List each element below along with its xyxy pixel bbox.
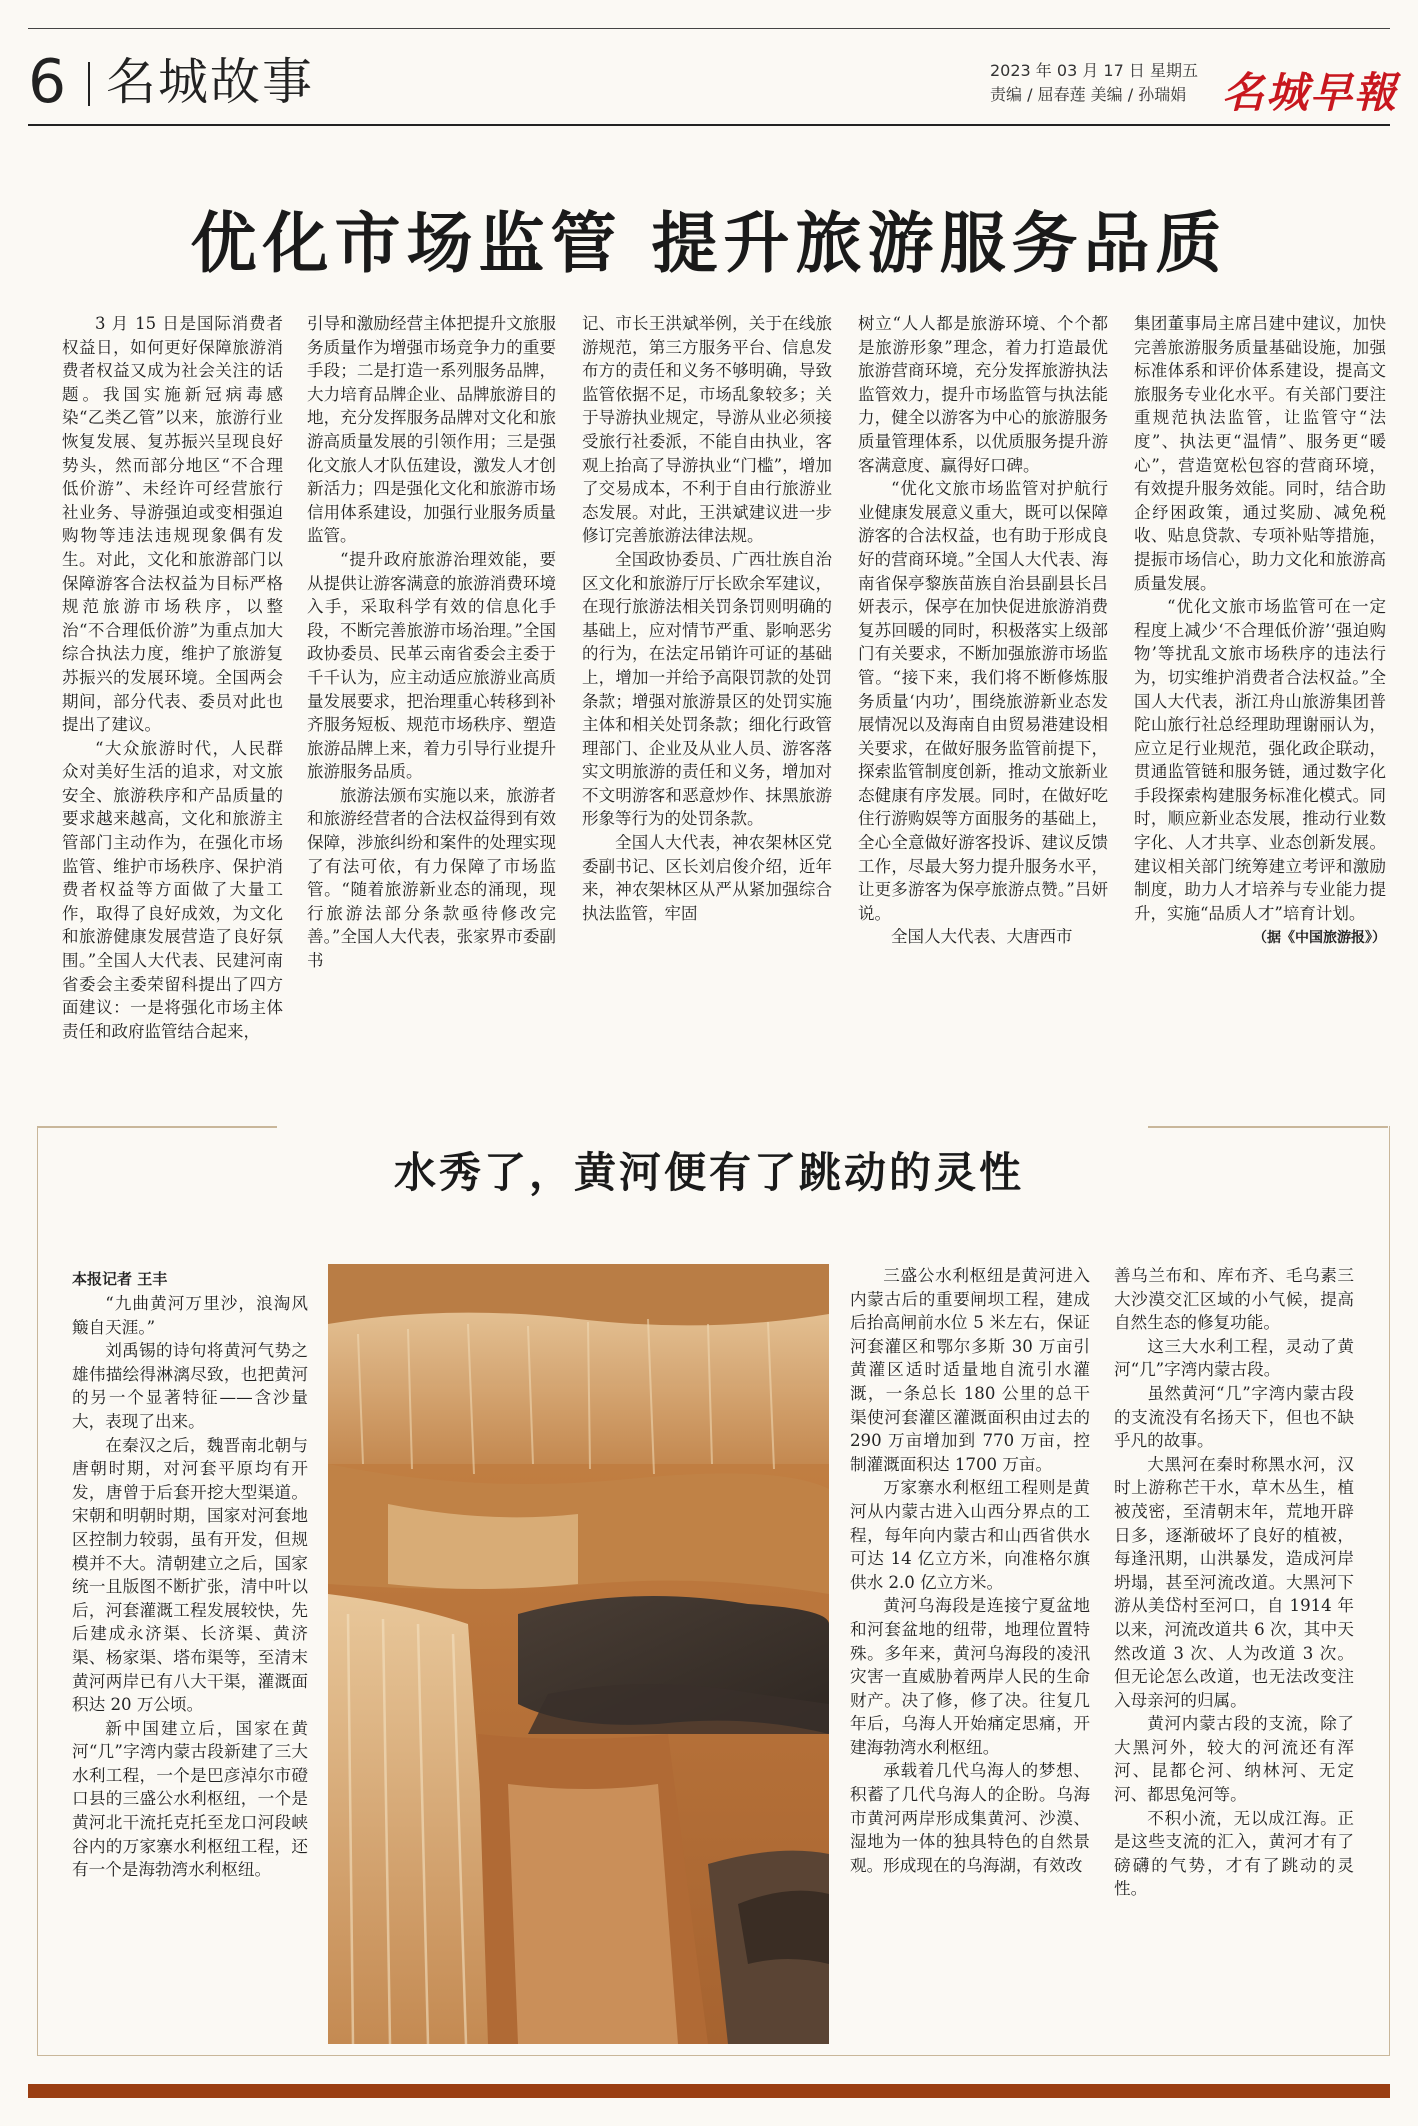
paragraph: 新中国建立后，国家在黄河“几”字湾内蒙古段新建了三大水利工程，一个是巴彦淖尔市磴口县的三盛公水利枢纽，一个是黄河北干流托克托至龙口河段峡谷内的万家寨水利枢纽工程，还有一个是海勃湾水利枢纽。 bbox=[72, 1718, 308, 1880]
story1-column-2 bbox=[307, 312, 556, 973]
paragraph: 3 月 15 日是国际消费者权益日，如何更好保障旅游消费者权益又成为社会关注的话题。我国实施新冠病毒感染“乙类乙管”以来，旅游行业恢复发展、复苏振兴呈现良好势头，然而部分地区“不合理低价游”、未经许可经营旅行社业务、导游强迫或变相强迫购物等违法违规现象偶有发生。对此，文化和旅游部门以保障游客合法权益为目标严格规范旅游市场秩序，以整治“不合理低价游”为重点加大综合执法力度，维护了旅游复苏振兴的发展环境。全国两会期间，部分代表、委员对此也提出了建议。 bbox=[62, 314, 283, 735]
paragraph: 虽然黄河“几”字湾内蒙古段的支流没有名扬天下，但也不缺乎凡的故事。 bbox=[1114, 1383, 1354, 1451]
issue-date: 2023 年 03 月 17 日 星期五 bbox=[990, 61, 1198, 80]
paragraph: 大黑河在秦时称黑水河，汉时上游称芒干水，草木丛生，植被茂密，至清朝末年，荒地开辟日多，逐渐破坏了良好的植被，每逢汛期，山洪暴发，造成河岸坍塌，甚至河流改道。大黑河下游从美岱村至河口，自 1914 年以来，河流改道共 6 次，其中天然改道 3 次、人为改道 3 次。但无论怎么改道，也无法改变注入母亲河的归属。 bbox=[1114, 1454, 1354, 1710]
story1-column-1 bbox=[62, 312, 283, 1043]
story2-column-2 bbox=[850, 1264, 1090, 1877]
story2-column-1 bbox=[72, 1292, 308, 1882]
paragraph: “九曲黄河万里沙，浪淘风簸自天涯。” bbox=[72, 1294, 308, 1337]
paragraph: 全国政协委员、广西壮族自治区文化和旅游厅厅长欧余军建议，在现行旅游法相关罚条罚则明确的基础上，应对情节严重、影响恶劣的行为，在法定吊销许可证的基础上，增加一并给予高限罚款的处罚条款；增强对旅游景区的处罚实施主体和相关处罚条款；细化行政管理部门、企业及从业人员、游客落实文明旅游的责任和义务，增加对不文明游客和恶意炒作、抹黑旅游形象等行为的处罚条款。 bbox=[582, 549, 832, 829]
paragraph: “优化文旅市场监管对护航行业健康发展意义重大，既可以保障游客的合法权益，也有助于形成良好的营商环境。”全国人大代表、海南省保亭黎族苗族自治县副县长吕妍表示，保亭在加快促进旅游消费复苏回暖的同时，积极落实上级部门有关要求，不断加强旅游市场监管。“接下来，我们将不断修炼服务质量‘内功’，围绕旅游新业态发展情况以及海南自由贸易港建设相关要求，在做好服务监管前提下，探索监管制度创新，推动文旅新业态健康有序发展。同时，在做好吃住行游购娱等方面服务的基础上，全心全意做好游客投诉、建议反馈工作，尽最大努力提升服务水平，让更多游客为保亭旅游点赞。”吕妍说。 bbox=[858, 479, 1108, 923]
paragraph: 引导和激励经营主体把提升文旅服务质量作为增强市场竞争力的重要手段；二是打造一系列服务品牌，大力培育品牌企业、品牌旅游目的地，充分发挥服务品牌对文化和旅游高质量发展的引领作用；三是强化文旅人才队伍建设，激发人才创新活力；四是强化文化和旅游市场信用体系建设，加强行业服务质量监管。 bbox=[307, 314, 556, 546]
section-divider bbox=[88, 62, 90, 106]
paragraph: 集团董事局主席吕建中建议，加快完善旅游服务质量基础设施，加强标准体系和评价体系建设，提高文旅服务专业化水平。有关部门要注重规范执法监管，让监管守“法度”、执法更“温情”、服务更“暖心”，营造宽松包容的营商环境，有效提升服务效能。同时，结合助企纾困政策，通过奖励、减免税收、贴息贷款、专项补贴等措施，提振市场信心，助力文化和旅游高质量发展。 bbox=[1134, 314, 1386, 593]
byline: 本报记者 王丰 bbox=[72, 1270, 168, 1288]
paragraph: “大众旅游时代，人民群众对美好生活的追求，对文旅安全、旅游秩序和产品质量的要求越来越高，文化和旅游主管部门主动作为，在强化市场监管、维护市场秩序、保护消费者权益等方面做了大量工作，取得了良好成效，为文化和旅游健康发展营造了良好氛围。”全国人大代表、民建河南省委会主委荣留科提出了四方面建议：一是将强化市场主体责任和政府监管结合起来， bbox=[62, 738, 283, 1041]
paragraph: 在秦汉之后，魏晋南北朝与唐朝时期，对河套平原均有开发，唐曾于后套开挖大型渠道。宋朝和明朝时期，国家对河套地区控制力较弱，虽有开发，但规模并不大。清朝建立之后，国家统一且版图不断扩张，清中叶以后，河套灌溉工程发展较快，先后建成永济渠、长济渠、黄济渠、杨家渠、塔布渠等，至清末黄河两岸已有八大干渠，灌溉面积达 20 万公顷。 bbox=[72, 1435, 308, 1715]
paragraph: 三盛公水利枢纽是黄河进入内蒙古后的重要闸坝工程，建成后抬高闸前水位 5 米左右，保证河套灌区和鄂尔多斯 30 万亩引黄灌区适时适量地自流引水灌溉，一条总长 180 公里的总干渠使河套灌区灌溉面积由过去的 290 万亩增加到 770 万亩，控制灌溉面积达 1700 万亩。 bbox=[850, 1266, 1090, 1474]
frame-top-right bbox=[1148, 1126, 1388, 1128]
story1-column-5 bbox=[1134, 312, 1386, 951]
paragraph: 记、市长王洪斌举例，关于在线旅游规范，第三方服务平台、信息发布方的责任和义务不够明确，导致监管依据不足，市场乱象较多；关于导游执业规定，导游从业必须接受旅行社委派，不能自由执业，客观上抬高了导游执业“门槛”，增加了交易成本，不利于自由行旅游业态发展。对此，王洪斌建议进一步修订完善旅游法律法规。 bbox=[582, 314, 832, 546]
story2-headline: 水秀了，黄河便有了跳动的灵性 bbox=[393, 1148, 1024, 1197]
frame-top-left bbox=[37, 1126, 277, 1128]
story1-column-4 bbox=[858, 312, 1108, 949]
page-number: 6 bbox=[28, 47, 67, 117]
waterfall-photo bbox=[328, 1264, 829, 2044]
paragraph: 刘禹锡的诗句将黄河气势之雄伟描绘得淋漓尽致，也把黄河的另一个显著特征——含沙量大，表现了出来。 bbox=[72, 1341, 308, 1431]
bottom-color-bar bbox=[28, 2084, 1390, 2098]
paragraph: 树立“人人都是旅游环境、个个都是旅游形象”理念，着力打造最优旅游营商环境，充分发挥旅游执法监管效力，提升市场监管与执法能力，健全以游客为中心的旅游服务质量管理体系，以优质服务提升游客满意度、赢得好口碑。 bbox=[858, 314, 1108, 475]
yellow-river-waterfall-photo bbox=[328, 1264, 829, 2044]
story2-column-3 bbox=[1114, 1264, 1354, 1901]
story1-headline: 优化市场监管 提升旅游服务品质 bbox=[190, 205, 1228, 282]
paragraph: 全国人大代表、大唐西市 bbox=[891, 927, 1073, 947]
paragraph: 全国人大代表，神农架林区党委副书记、区长刘启俊介绍，近年来，神农架林区从严从紧加强综合执法监管，牢固 bbox=[582, 833, 832, 923]
paragraph: 旅游法颁布实施以来，旅游者和旅游经营者的合法权益得到有效保障，涉旅纠纷和案件的处理实现了有法可依，有力保障了市场监管。“随着旅游新业态的涌现，现行旅游法部分条款亟待修改完善。”全国人大代表，张家界市委副书 bbox=[307, 785, 556, 971]
section-title: 名城故事 bbox=[106, 53, 314, 111]
paragraph: “优化文旅市场监管可在一定程度上减少‘不合理低价游’‘强迫购物’等扰乱文旅市场秩序的违法行为，切实维护消费者合法权益。”全国人大代表，浙江舟山旅游集团普陀山旅行社总经理助理谢丽认为，应立足行业规范，强化政企联动，贯通监管链和服务链，通过数字化手段探索构建服务标准化模式。同时，顺应新业态发展，推动行业数字化、人才共享、业态创新发展。建议相关部门统筹建立考评和激励制度，助力人才培养与专业能力提升，实施“品质人才”培育计划。 bbox=[1134, 597, 1386, 923]
paragraph: 这三大水利工程，灵动了黄河“几”字湾内蒙古段。 bbox=[1114, 1336, 1354, 1380]
paragraph: 善乌兰布和、库布齐、毛乌素三大沙漠交汇区域的小气候，提高自然生态的修复功能。 bbox=[1114, 1266, 1354, 1333]
top-rule bbox=[28, 28, 1390, 29]
story1-column-3 bbox=[582, 312, 832, 925]
header-rule bbox=[28, 124, 1390, 126]
editors-credit: 责编 / 屈春莲 美编 / 孙瑞娟 bbox=[990, 85, 1187, 104]
paragraph: “提升政府旅游治理效能，要从提供让游客满意的旅游消费环境入手，采取科学有效的信息化手段，不断完善旅游市场治理。”全国政协委员、民革云南省委会主委于千千认为，应主动适应旅游业高质量发展要求，把治理重心转移到补齐服务短板、规范市场秩序、塑造旅游品牌上来，着力引导行业提升旅游服务品质。 bbox=[307, 549, 556, 782]
paragraph: 不积小流，无以成江海。正是这些支流的汇入，黄河才有了磅礴的气势，才有了跳动的灵性。 bbox=[1114, 1808, 1354, 1899]
story1-source: （据《中国旅游报》） bbox=[1253, 930, 1386, 947]
paragraph: 黄河内蒙古段的支流，除了大黑河外，较大的河流还有浑河、昆都仑河、纳林河、无定河、都思兔河等。 bbox=[1114, 1714, 1354, 1805]
paragraph: 黄河乌海段是连接宁夏盆地和河套盆地的纽带，地理位置特殊。多年来，黄河乌海段的凌汛灾害一直威胁着两岸人民的生命财产。决了修，修了决。往复几年后，乌海人开始痛定思痛，开建海勃湾水利枢纽。 bbox=[850, 1596, 1090, 1757]
newspaper-logo: 名城早報 bbox=[1222, 68, 1399, 117]
paragraph: 承载着几代乌海人的梦想、积蓄了几代乌海人的企盼。乌海市黄河两岸形成集黄河、沙漠、湿地为一体的独具特色的自然景观。形成现在的乌海湖，有效改 bbox=[850, 1761, 1090, 1875]
paragraph: 万家寨水利枢纽工程则是黄河从内蒙古进入山西分界点的工程，每年向内蒙古和山西省供水可达 14 亿立方米，向准格尔旗供水 2.0 亿立方米。 bbox=[850, 1478, 1090, 1592]
